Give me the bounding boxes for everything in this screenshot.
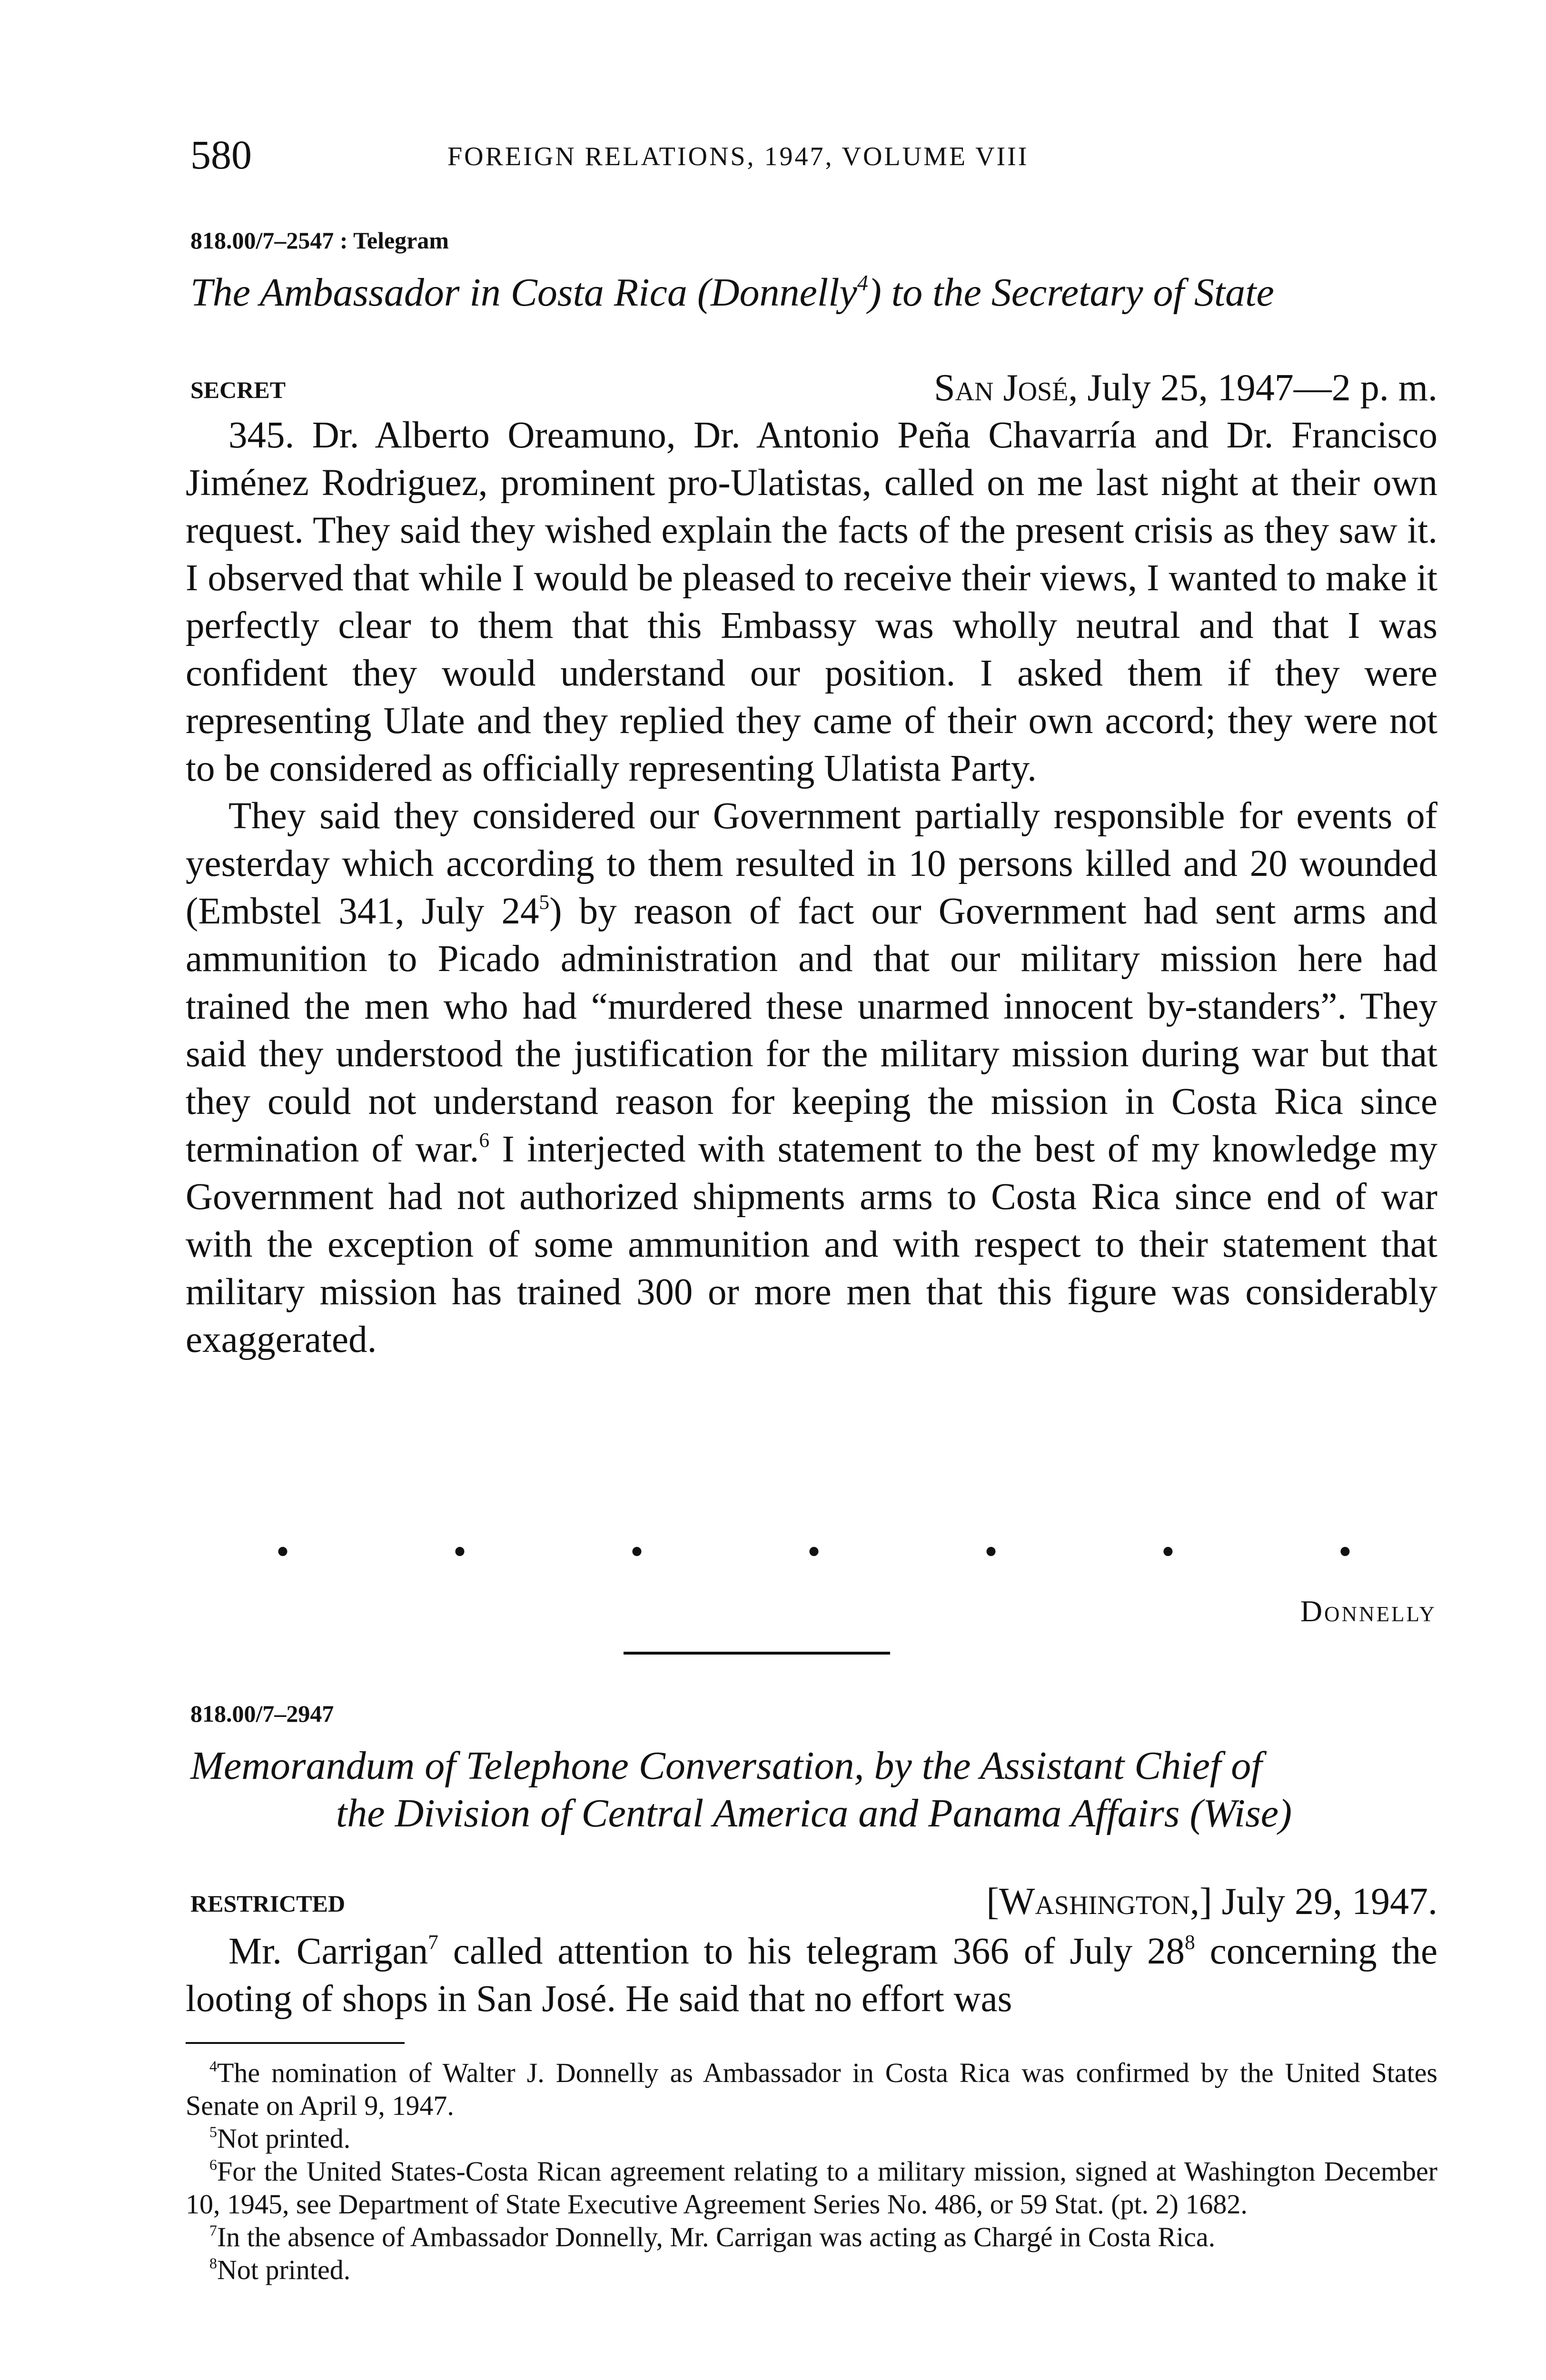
telegram-paragraph-2 bbox=[186, 793, 1437, 1364]
footnote-number: 5 bbox=[209, 2123, 217, 2141]
telegram-file-ref: 818.00/7–2547 : Telegram bbox=[190, 227, 449, 254]
telegram-title-part-a: The Ambassador in Costa Rica (Donnelly bbox=[190, 270, 857, 315]
memorandum-title-line-2: the Division of Central America and Panama Affairs (Wise) bbox=[336, 1791, 1292, 1835]
memorandum-paragraph-part-c: concerning the looting of shops in San José. He said that no effort was bbox=[186, 1931, 1438, 2020]
footnote-text: Not printed. bbox=[217, 2123, 351, 2154]
telegram-dateline bbox=[934, 364, 1437, 412]
omission-dot: • bbox=[453, 1531, 466, 1573]
footnote-ref-7: 7 bbox=[428, 1931, 438, 1954]
memorandum-meta-row bbox=[190, 1878, 1437, 1925]
footnotes bbox=[186, 2056, 1437, 2286]
memorandum-paragraph-part-b: called attention to his telegram 366 of July 28 bbox=[438, 1931, 1185, 1972]
running-head bbox=[190, 129, 1428, 181]
running-title: FOREIGN RELATIONS, 1947, VOLUME VIII bbox=[447, 142, 1029, 171]
footnote-number: 6 bbox=[209, 2156, 217, 2173]
telegram-dateline-date: July 25, 1947—2 p. m. bbox=[1087, 367, 1437, 409]
telegram-meta-row bbox=[190, 364, 1437, 412]
footnote-text: For the United States-Costa Rican agreement relating to a military mission, signed at Washington December 10, 1945, see Department of State Executive Agreement Series No. 486, or 59 Stat. (pt. 2) 1682. bbox=[186, 2156, 1437, 2220]
footnote-divider bbox=[186, 2042, 405, 2044]
memorandum-dateline-date: July 29, 1947. bbox=[1221, 1881, 1437, 1923]
omission-dots bbox=[276, 1533, 1352, 1571]
footnote-text: In the absence of Ambassador Donnelly, Mr. Carrigan was acting as Chargé in Costa Rica. bbox=[217, 2221, 1216, 2252]
memorandum-dateline-place: [Washington,] bbox=[986, 1881, 1212, 1923]
memorandum-paragraph-part-a: Mr. Carrigan bbox=[228, 1931, 428, 1972]
footnote-ref-5: 5 bbox=[539, 891, 550, 914]
footnote-text: The nomination of Walter J. Donnelly as Ambassador in Costa Rica was confirmed by the United States Senate on April 9, 1947. bbox=[186, 2057, 1437, 2121]
footnote-ref-4: 4 bbox=[857, 270, 868, 295]
footnote-number: 4 bbox=[209, 2058, 217, 2075]
footnote-7 bbox=[186, 2221, 1437, 2253]
telegram-paragraph-2-part-b: ) by reason of fact our Government had sent arms and ammunition to Picado administration and that our military mission here had trained the men who had “murdered these unarmed innocent by-standers”. They said they understood the justification for the military mission during war but that they could not understand reason for keeping the mission in Costa Rica since termination of war. bbox=[186, 891, 1437, 1170]
footnote-6 bbox=[186, 2155, 1437, 2221]
omission-dot: • bbox=[630, 1531, 644, 1573]
telegram-paragraph-1: 345. Dr. Alberto Oreamuno, Dr. Antonio Peña Chavarría and Dr. Francisco Jiménez Rodriguez, prominent pro-Ulatistas, called on me last night at their own request. They said they wished explain the facts of the present crisis as they saw it. I observed that while I would be pleased to receive their views, I wanted to make it perfectly clear to them that this Embassy was wholly neutral and that I was confident they would understand our position. I asked them if they were representing Ulate and they replied they came of their own accord; they were not to be considered as officially representing Ulatista Party. bbox=[186, 415, 1437, 789]
telegram-body bbox=[186, 412, 1437, 1364]
section-divider bbox=[624, 1652, 890, 1655]
footnote-4 bbox=[186, 2056, 1437, 2122]
memorandum-paragraph-1 bbox=[186, 1928, 1437, 2023]
telegram-signature: Donnelly bbox=[1300, 1594, 1437, 1628]
footnote-5 bbox=[186, 2122, 1437, 2155]
omission-dot: • bbox=[1161, 1531, 1175, 1573]
page-number: 580 bbox=[190, 132, 252, 178]
omission-dot: • bbox=[984, 1531, 998, 1573]
omission-dot: • bbox=[276, 1531, 290, 1573]
telegram-title-part-b: ) to the Secretary of State bbox=[868, 270, 1274, 315]
telegram-title bbox=[190, 269, 1437, 317]
footnote-number: 8 bbox=[209, 2255, 217, 2272]
memorandum-dateline bbox=[986, 1878, 1437, 1925]
footnote-8 bbox=[186, 2253, 1437, 2286]
footnote-ref-6: 6 bbox=[479, 1129, 490, 1152]
telegram-paragraph-2-part-c: I interjected with statement to the best of my knowledge my Government had not authorized shipments arms to Costa Rica since end of war with the exception of some ammunition and with respect to their statement that military mission has trained 300 or more men that this figure was considerably exaggerated. bbox=[186, 1129, 1437, 1360]
memorandum-title-line-1: Memorandum of Telephone Conversation, by the Assistant Chief of bbox=[190, 1744, 1262, 1788]
footnote-ref-8: 8 bbox=[1185, 1931, 1195, 1954]
memorandum-file-ref: 818.00/7–2947 bbox=[190, 1700, 334, 1727]
omission-dot: • bbox=[1338, 1531, 1352, 1573]
omission-dot: • bbox=[807, 1531, 821, 1573]
memorandum-classification: RESTRICTED bbox=[190, 1890, 346, 1917]
telegram-classification: SECRET bbox=[190, 377, 286, 403]
telegram-paragraph-2-part-a: They said they considered our Government partially responsible for events of yesterday which according to them resulted in 10 persons killed and 20 wounded (Embstel 341, July 24 bbox=[186, 795, 1437, 932]
memorandum-body bbox=[186, 1928, 1437, 2023]
footnote-text: Not printed. bbox=[217, 2254, 351, 2285]
telegram-dateline-place: San José, bbox=[934, 367, 1078, 409]
footnote-number: 7 bbox=[209, 2222, 217, 2239]
